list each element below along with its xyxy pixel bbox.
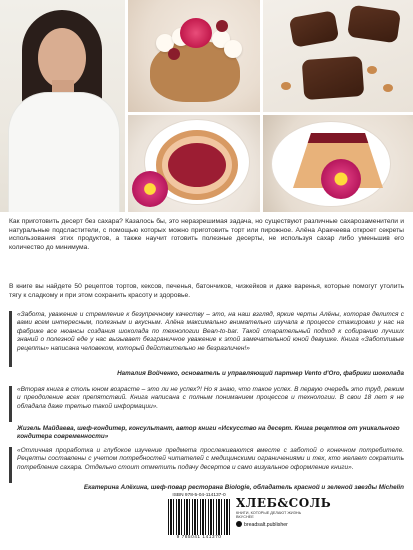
intro-paragraph: Как приготовить десерт без сахара? Казалось бы, это неразрешимая задача, но существуют различные сахарозаменители и натуральные подсластители, с помощью которых можно приготовить торт или пирожное. Алёна Аракчеева откроет секреты использования этих продуктов, а также научит готовить полезные десерты, не используя сахар либо уменьшив его количество до минимума. bbox=[9, 218, 404, 251]
publisher-dot-icon bbox=[236, 521, 242, 527]
quote-bar bbox=[9, 447, 12, 483]
chocolate-bars-photo bbox=[263, 0, 413, 112]
review-author-3: Екатерина Алёхина, шеф-повар ресторана Biologie, обладатель красной и зеленой звезды Michelin bbox=[83, 484, 404, 491]
publisher-logo-text: ХЛЕБ&СОЛЬ bbox=[236, 496, 332, 510]
quote-bar bbox=[9, 386, 12, 422]
review-quote-1: «Забота, уважение и стремление к безупречному качеству – это, на наш взгляд, яркие черты Алёны, которая делится с вами всем интересным, полезным и вкусным. Алёна максимально внимательно изучала в процессе стажировки у нас на фабрике все нюансы создания шоколада по технологии Bean-to-bar. Такой старательный подход к собиранию лучших знаний о полезной еде у нас вызывает безграничное уважение к этой замечательной юной девушке. Книга «Заботливые рецепты» написана человеком, который действительно не безразличен!» bbox=[17, 311, 404, 352]
publisher-tagline: КНИГИ, КОТОРЫЕ ДЕЛАЮТ ЖИЗНЬ ВКУСНЕЕ bbox=[236, 511, 302, 519]
quote-bar bbox=[9, 311, 12, 367]
author-portrait-photo bbox=[0, 0, 125, 212]
barcode-number: 9 785041 141370 bbox=[176, 535, 222, 540]
barcode bbox=[168, 493, 230, 545]
bundt-cake-photo bbox=[128, 0, 260, 112]
review-author-1: Наталия Войченко, основатель и управляющий партнер Vento d'Oro, фабрики шоколада bbox=[117, 370, 404, 377]
review-quote-3: «Отличная проработка и глубокое изучение предмета прослеживаются вместе с заботой о конечном потребителе. Рецепты составлены с учетом потребностей читателей с медицинскими ограничениями и тех, кто желает сократить потребление сахара. Отдельно стоит отметить подачу десертов и само визуальное оформление книги». bbox=[17, 447, 404, 471]
publisher-site: breadsalt.publisher bbox=[236, 521, 316, 528]
review-author-2: Жизель Майдаева, шеф-кондитер, консультант, автор книги «Искусство на десерт. Книга рецептов от уникального кондитера современности» bbox=[17, 425, 400, 441]
review-quote-2: «Вторая книга в столь юном возрасте – это ли не успех?! Но я знаю, что такое успех. В первую очередь это труд, режим и преодоление всех препятствий. Книга написана с полным пониманием процессов и технологии. В свои 18 лет я не обладала даже третью такой информации». bbox=[17, 386, 404, 410]
publisher-logo bbox=[236, 496, 332, 528]
isbn-label: ISBN 978-5-04-114137-0 bbox=[172, 493, 226, 498]
barcode-bars bbox=[168, 499, 230, 535]
berry-tart-photo bbox=[128, 115, 260, 212]
cheesecake-slice-photo bbox=[263, 115, 413, 212]
photo-collage bbox=[0, 0, 413, 212]
intro-paragraph-recipes: В книге вы найдете 50 рецептов тортов, кексов, печенья, батончиков, чизкейков и даже варенья, которые помогут утолить тягу к сладкому и при этом сохранить красоту и здоровье. bbox=[9, 283, 404, 299]
